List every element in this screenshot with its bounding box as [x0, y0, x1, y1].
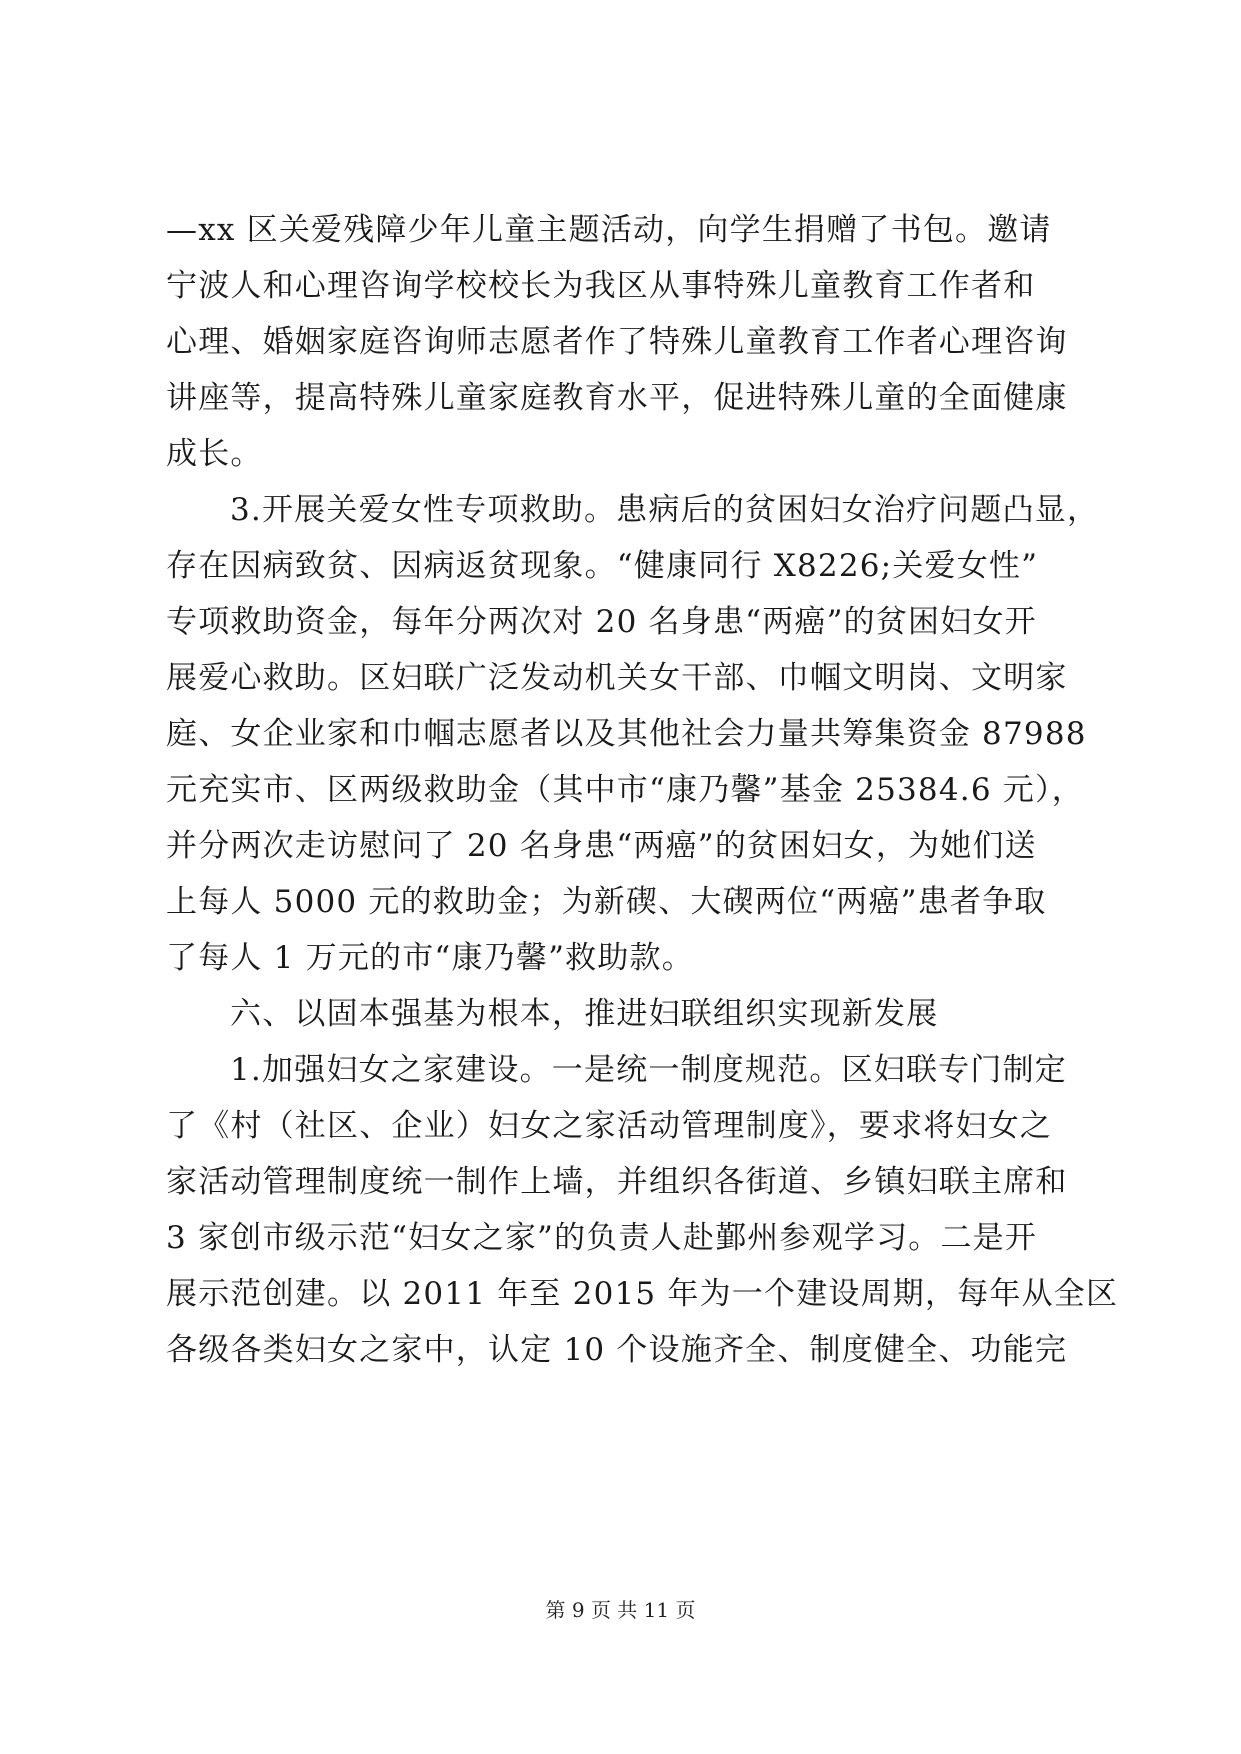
body-line: 上每人 5000 元的救助金；为新碶、大碶两位“两癌”患者争取 [166, 884, 1047, 920]
page-number-footer: 第 9 页 共 11 页 [545, 1598, 696, 1622]
body-line: 宁波人和心理咨询学校校长为我区从事特殊儿童教育工作者和 [166, 268, 1036, 304]
body-line: 专项救助资金，每年分两次对 20 名身患“两癌”的贫困妇女开 [166, 604, 1037, 640]
body-line: 家活动管理制度统一制作上墙，并组织各街道、乡镇妇联主席和 [166, 1164, 1068, 1200]
body-line: 展爱心救助。区妇联广泛发动机关女干部、巾帼文明岗、文明家 [166, 660, 1068, 696]
section-heading: 六、以固本强基为根本，推进妇联组织实现新发展 [230, 996, 939, 1032]
body-line: —xx 区关爱残障少年儿童主题活动，向学生捐赠了书包。邀请 [166, 212, 1052, 248]
body-line: 并分两次走访慰问了 20 名身患“两癌”的贫困妇女，为她们送 [166, 828, 1037, 864]
body-line: 元充实市、区两级救助金（其中市“康乃馨”基金 25384.6 元）， [166, 772, 1084, 808]
body-line: 心理、婚姻家庭咨询师志愿者作了特殊儿童教育工作者心理咨询 [166, 324, 1068, 360]
body-line: 各级各类妇女之家中，认定 10 个设施齐全、制度健全、功能完 [166, 1332, 1068, 1368]
body-line: 了每人 1 万元的市“康乃馨”救助款。 [166, 940, 694, 976]
body-line: 成长。 [166, 436, 263, 472]
body-line: 庭、女企业家和巾帼志愿者以及其他社会力量共筹集资金 87988 [166, 716, 1087, 752]
body-line: 3 家创市级示范“妇女之家”的负责人赴鄞州参观学习。二是开 [166, 1220, 1038, 1256]
body-line: 存在因病致贫、因病返贫现象。“健康同行 X8226;关爱女性” [166, 548, 1039, 584]
body-line: 了《村（社区、企业）妇女之家活动管理制度》，要求将妇女之 [166, 1108, 1053, 1144]
body-line: 讲座等，提高特殊儿童家庭教育水平，促进特殊儿童的全面健康 [166, 380, 1068, 416]
body-line: 展示范创建。以 2011 年至 2015 年为一个建设周期，每年从全区 [166, 1276, 1119, 1312]
paragraph-start-line: 1.加强妇女之家建设。一是统一制度规范。区妇联专门制定 [230, 1052, 1067, 1088]
paragraph-start-line: 3.开展关爱女性专项救助。患病后的贫困妇女治疗问题凸显， [230, 492, 1100, 528]
